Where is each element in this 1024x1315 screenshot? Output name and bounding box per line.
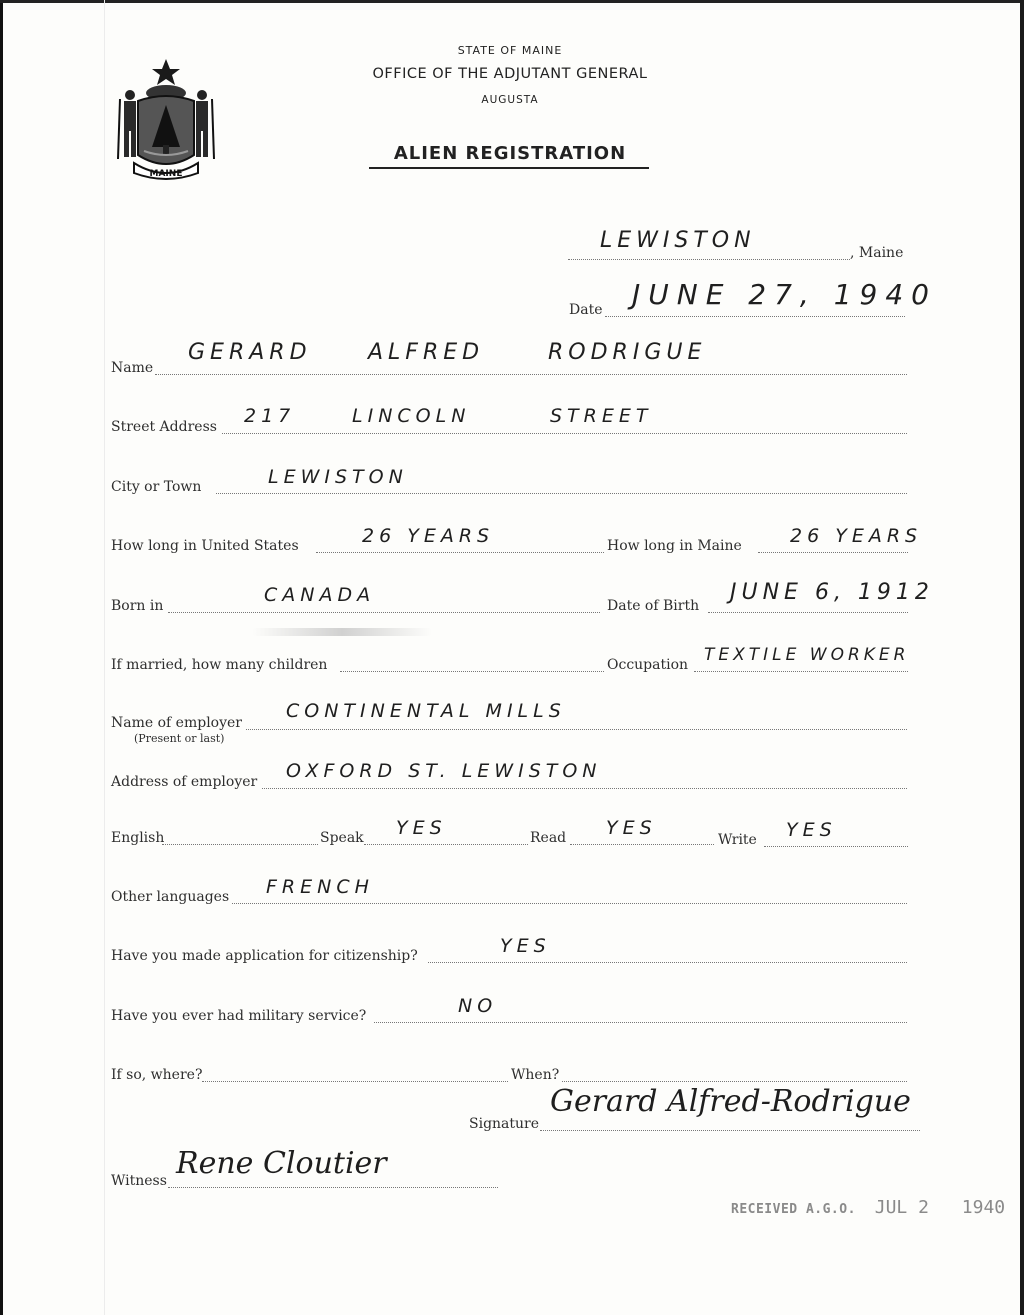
employer-address-label: Address of employer (111, 774, 258, 790)
maine-state-seal-icon (108, 55, 224, 185)
military-dotted-line (374, 1022, 907, 1023)
name-first: GERARD (188, 340, 312, 365)
employer-address-dotted-line (262, 788, 907, 789)
date-of-birth-dotted-line (708, 612, 908, 613)
city-heading: AUGUSTA (481, 94, 539, 106)
when-dotted-line (562, 1081, 907, 1082)
english-label: English (111, 830, 165, 846)
witness-label: Witness (111, 1173, 167, 1189)
place-value: LEWISTON (600, 228, 756, 253)
citizenship-value: YES (500, 935, 551, 957)
city-town-label: City or Town (111, 479, 202, 495)
date-of-birth-label: Date of Birth (607, 598, 700, 614)
citizenship-label: Have you made application for citizenship? (111, 948, 418, 964)
received-stamp-text: RECEIVED A.G.O. (731, 1202, 856, 1217)
received-stamp (731, 1197, 1005, 1218)
street-number: 217 (244, 405, 296, 427)
write-dotted-line (764, 846, 908, 847)
name-middle: ALFRED (368, 340, 485, 365)
employer-name-value: CONTINENTAL MILLS (286, 700, 566, 722)
occupation-dotted-line (694, 671, 908, 672)
occupation-label: Occupation (607, 657, 689, 673)
speak-label: Speak (320, 830, 364, 846)
where-dotted-line (202, 1081, 508, 1082)
read-value: YES (606, 817, 657, 839)
us-duration-value: 26 YEARS (362, 525, 495, 547)
other-languages-dotted-line (232, 903, 907, 904)
english-dotted-line (162, 844, 318, 845)
speak-dotted-line (364, 844, 528, 845)
born-in-dotted-line (168, 612, 600, 613)
born-in-value: CANADA (264, 584, 376, 606)
military-label: Have you ever had military service? (111, 1008, 367, 1024)
name-label: Name (111, 360, 154, 376)
city-town-value: LEWISTON (268, 466, 408, 488)
top-frame-edge (0, 0, 1024, 3)
other-languages-value: FRENCH (266, 876, 374, 898)
us-duration-label: How long in United States (111, 538, 299, 554)
maine-duration-value: 26 YEARS (790, 525, 923, 547)
read-label: Read (530, 830, 567, 846)
read-dotted-line (570, 844, 714, 845)
witness-value: Rene Cloutier (176, 1146, 387, 1181)
street-label: Street Address (111, 419, 217, 435)
children-dotted-line (340, 671, 604, 672)
us-duration-dotted-line (316, 552, 604, 553)
received-stamp-date: JUL 2 (874, 1197, 929, 1218)
military-value: NO (458, 995, 498, 1017)
street-dotted-line (222, 433, 907, 434)
right-frame-edge (1020, 0, 1024, 1315)
maine-duration-dotted-line (758, 552, 908, 553)
street-suffix: STREET (550, 405, 653, 427)
occupation-value: TEXTILE WORKER (704, 645, 910, 665)
date-of-birth-value: JUNE 6, 1912 (730, 580, 934, 605)
employer-name-sublabel: (Present or last) (134, 732, 225, 745)
place-dotted-line (568, 259, 850, 260)
paper-fold-line (104, 0, 105, 1315)
employer-name-dotted-line (246, 729, 907, 730)
write-label: Write (718, 832, 757, 848)
signature-value: Gerard Alfred-Rodrigue (550, 1084, 911, 1119)
received-stamp-year: 1940 (961, 1197, 1006, 1218)
signature-label: Signature (469, 1116, 540, 1132)
citizenship-dotted-line (428, 962, 907, 963)
title-underline (369, 167, 649, 169)
state-heading: STATE OF MAINE (457, 44, 563, 57)
when-label: When? (511, 1067, 560, 1083)
name-last: RODRIGUE (548, 340, 707, 365)
left-frame-edge (0, 0, 3, 1315)
witness-dotted-line (168, 1187, 498, 1188)
paper-smudge (252, 628, 432, 636)
name-dotted-line (155, 374, 907, 375)
write-value: YES (786, 819, 837, 841)
office-heading: OFFICE OF THE ADJUTANT GENERAL (372, 66, 648, 82)
form-title: ALIEN REGISTRATION (393, 143, 627, 164)
other-languages-label: Other languages (111, 889, 230, 905)
signature-dotted-line (540, 1130, 920, 1131)
date-label: Date (569, 302, 603, 318)
city-town-dotted-line (216, 493, 907, 494)
children-label: If married, how many children (111, 657, 328, 673)
maine-duration-label: How long in Maine (607, 538, 742, 554)
place-suffix: , Maine (850, 245, 904, 261)
born-in-label: Born in (111, 598, 164, 614)
employer-name-label: Name of employer (111, 715, 242, 731)
date-value: JUNE 27, 1940 (632, 278, 937, 311)
employer-address-value: OXFORD ST. LEWISTON (286, 760, 602, 782)
where-label: If so, where? (111, 1067, 203, 1083)
seal-banner-text: MAINE (149, 169, 183, 179)
date-dotted-line (605, 316, 905, 317)
speak-value: YES (396, 817, 447, 839)
street-name: LINCOLN (352, 405, 471, 427)
